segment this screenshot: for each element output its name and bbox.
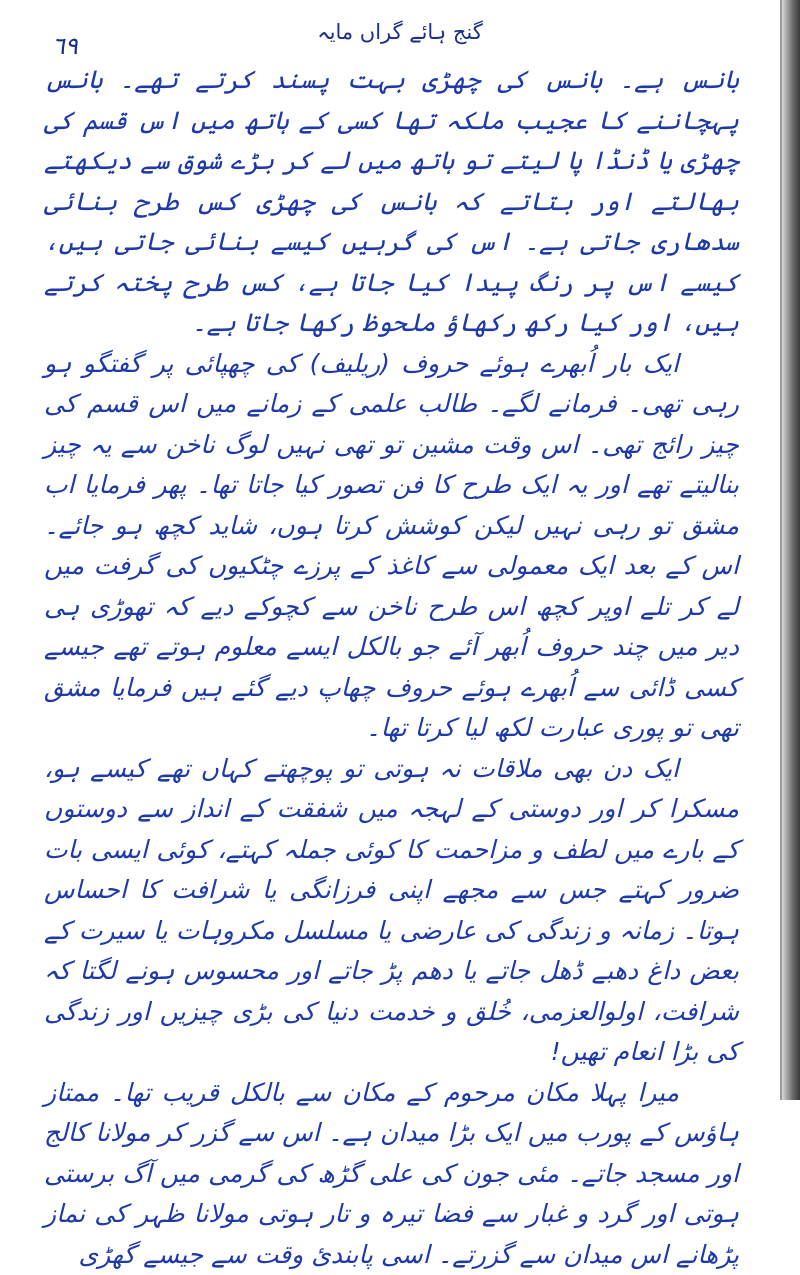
paragraph-4: میرا پہلا مکان مرحوم کے مکان سے بالکل قریب تھا۔ ممتاز ہاؤس کے پورب میں ایک بڑا میدان ہے۔ اس سے گزر کر مولانا کالج اور مسجد جاتے۔ مئی جون کی علی گڑھ کی گرمی میں آگ برستی ہوتی اور گرد و غبار سے فضا تیرہ و تار ہوتی مولانا ظہر کی نماز پڑھانے اس میدان سے گزرتے۔ اسی پابندیٔ وقت سے جیسے گھڑی: [44, 1073, 739, 1275]
paragraph-1: بانس ہے۔ بانس کی چھڑی بہت پسند کرتے تھے۔ بانس پہچاننے کا عجیب ملکہ تھا کسی کے ہاتھ میں اس قسم کی چھڑی یا ڈنڈا پا لیتے تو ہاتھ میں لے کر بڑے شوق سے دیکھتے بھالتے اور بتاتے کہ بانس کی چھڑی کس طرح بنائی سدھاری جاتی ہے۔ اس کی گرہیں کیسے بنائی جاتی ہیں، کیسے اس پر رنگ پیدا کیا جاتا ہے، کس طرح پختہ کرتے ہیں، اور کیا رکھ رکھاؤ ملحوظ رکھا جاتا ہے۔: [44, 60, 739, 344]
scan-shadow-edge: [782, 0, 800, 1100]
paragraph-3: ایک دن بھی ملاقات نہ ہوتی تو پوچھتے کہاں تھے کیسے ہو، مسکرا کر اور دوستی کے لہجہ میں شفقت کے انداز سے دوستوں کے بارے میں لطف و مزاحمت کا کوئی جملہ کہتے، کوئی ایسی بات ضرور کہتے جس سے مجھے اپنی فرزانگی یا شرافت کا احساس ہوتا۔ زمانہ و زندگی کی عارضی یا مسلسل مکروہات یا سیرت کے بعض داغ دھبے ڈھل جاتے یا دھم پڑ جاتے اور محسوس ہونے لگتا کہ شرافت، اولوالعزمی، خُلق و خدمت دنیا کی بڑی چیزیں اور زندگی کی بڑا انعام تھیں!: [44, 749, 739, 1073]
page-body-text: [44, 60, 739, 1275]
paragraph-2: ایک بار اُبھرے ہوئے حروف (ریلیف) کی چھپائی پر گفتگو ہو رہی تھی۔ فرمانے لگے۔ طالب علمی کے زمانے میں اس قسم کی چیز رائج تھی۔ اس وقت مشین تو تھی نہیں لوگ ناخن سے یہ چیز بنالیتے تھے اور یہ ایک طرح کا فن تصور کیا جاتا تھا۔ پھر فرمایا اب مشق تو رہی نہیں لیکن کوشش کرتا ہوں، شاید کچھ ہو جائے۔ اس کے بعد ایک معمولی سے کاغذ کے پرزے چٹکیوں کی گرفت میں لے کر تلے اوپر کچھ اس طرح ناخن سے کچوکے دیے کہ تھوڑی ہی دیر میں چند حروف اُبھر آئے جو بالکل ایسے معلوم ہوتے تھے جیسے کسی ڈائی سے اُبھرے ہوئے حروف چھاپ دیے گئے ہیں فرمایا مشق تھی تو پوری عبارت لکھ لیا کرتا تھا۔: [44, 344, 739, 749]
page-header: [0, 14, 782, 54]
running-title: گنج ہائے گراں مایہ: [300, 20, 500, 44]
page-number: ٦٩: [52, 32, 78, 60]
